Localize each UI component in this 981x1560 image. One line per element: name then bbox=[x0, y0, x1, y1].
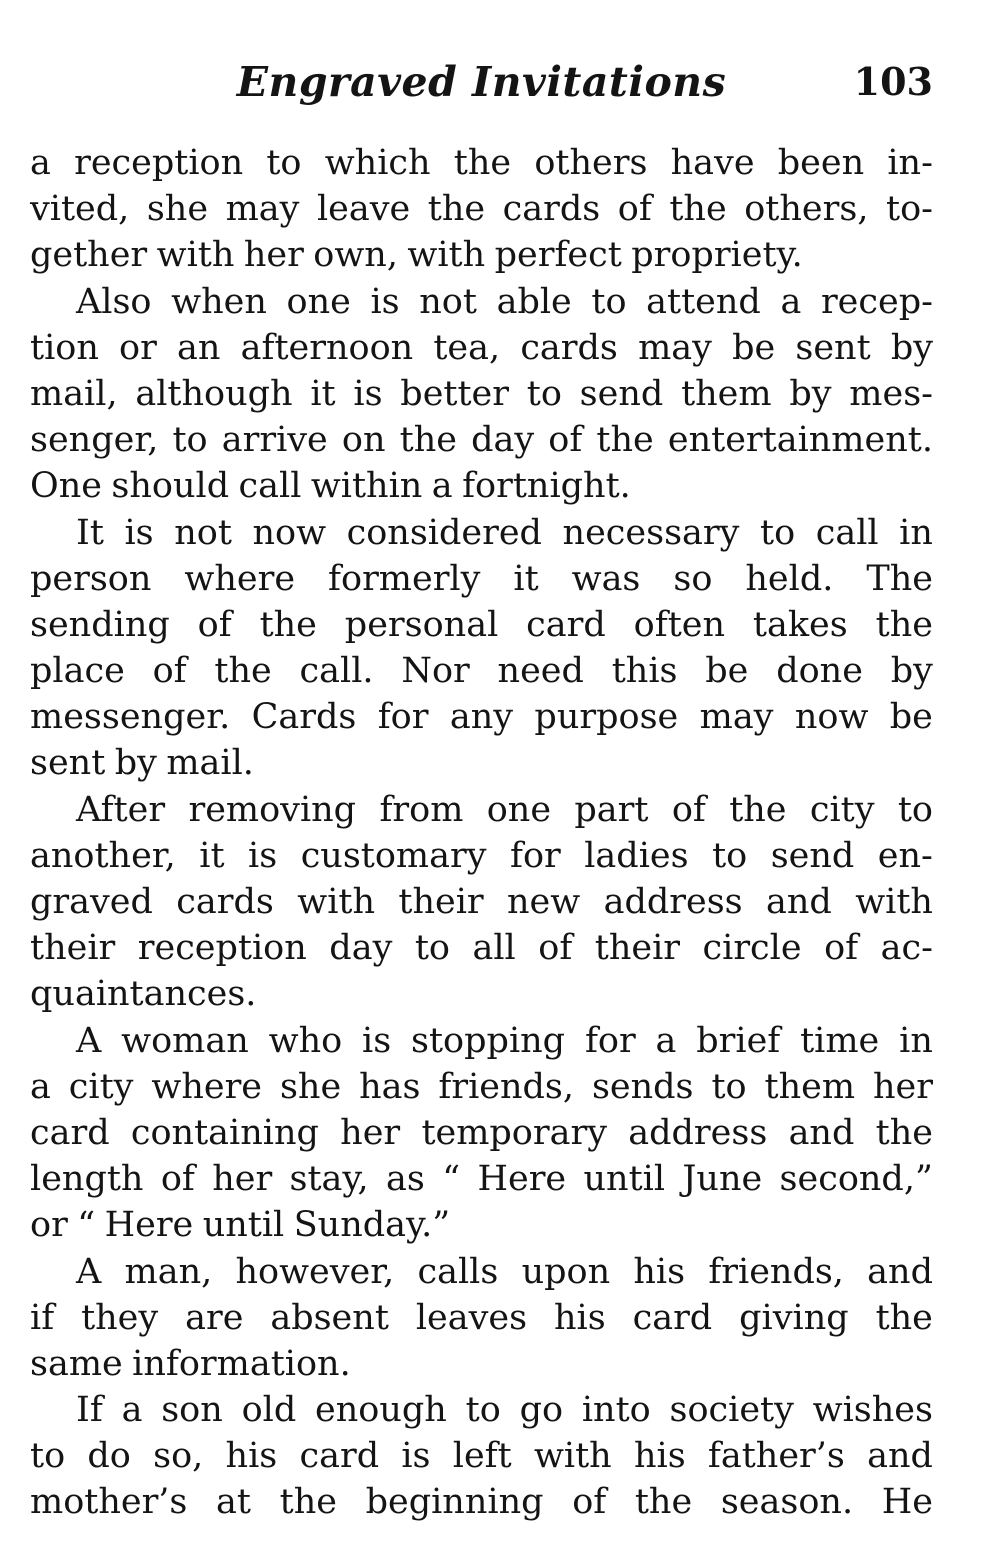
paragraph bbox=[30, 787, 933, 1018]
text-line: to do so, his card is left with his father’s and bbox=[30, 1436, 933, 1477]
running-head bbox=[30, 52, 933, 112]
text-line: One should call within a fortnight. bbox=[30, 466, 631, 507]
text-line: place of the call. Nor need this be done by bbox=[30, 651, 933, 692]
text-line: quaintances. bbox=[30, 974, 257, 1015]
text-line: a city where she has friends, sends to them her bbox=[30, 1066, 933, 1107]
paragraph bbox=[30, 510, 933, 787]
paragraph bbox=[30, 279, 933, 510]
running-title: Engraved Invitations bbox=[236, 58, 727, 106]
text-line: their reception day to all of their circle of ac- bbox=[30, 928, 933, 969]
text-line: same information. bbox=[30, 1343, 351, 1384]
text-line: sent by mail. bbox=[30, 743, 254, 784]
text-line: if they are absent leaves his card giving the bbox=[30, 1297, 933, 1338]
paragraph bbox=[30, 1387, 933, 1526]
text-line: mother’s at the beginning of the season. He bbox=[30, 1482, 933, 1523]
text-line: A woman who is stopping for a brief time in bbox=[76, 1020, 933, 1061]
text-line: tion or an afternoon tea, cards may be sent by bbox=[30, 327, 933, 368]
text-line: person where formerly it was so held. The bbox=[30, 558, 933, 599]
text-line: another, it is customary for ladies to send en- bbox=[30, 835, 933, 876]
text-line: After removing from one part of the city to bbox=[76, 789, 933, 830]
text-line: card containing her temporary address and the bbox=[30, 1112, 933, 1153]
page-number: 103 bbox=[853, 59, 933, 104]
text-line: messenger. Cards for any purpose may now be bbox=[30, 697, 933, 738]
text-line: length of her stay, as “ Here until June second,” bbox=[30, 1159, 933, 1200]
text-line: senger, to arrive on the day of the entertainment. bbox=[30, 420, 933, 461]
text-line: vited, she may leave the cards of the others, to- bbox=[30, 189, 933, 230]
text-line: a reception to which the others have been in- bbox=[30, 143, 933, 183]
text-line: gether with her own, with perfect propriety. bbox=[30, 235, 803, 276]
paragraph bbox=[30, 140, 933, 279]
text-line: It is not now considered necessary to call in bbox=[76, 512, 933, 553]
text-line: or “ Here until Sunday.” bbox=[30, 1205, 451, 1246]
text-line: mail, although it is better to send them by mes- bbox=[30, 373, 933, 414]
body-text bbox=[30, 140, 933, 1526]
paragraph bbox=[30, 1249, 933, 1388]
text-line: Also when one is not able to attend a recep- bbox=[76, 281, 933, 322]
text-line: If a son old enough to go into society wishes bbox=[76, 1390, 933, 1431]
paragraph bbox=[30, 1018, 933, 1249]
text-line: A man, however, calls upon his friends, and bbox=[76, 1251, 933, 1292]
text-line: sending of the personal card often takes the bbox=[30, 604, 933, 645]
text-line: graved cards with their new address and with bbox=[30, 882, 933, 922]
